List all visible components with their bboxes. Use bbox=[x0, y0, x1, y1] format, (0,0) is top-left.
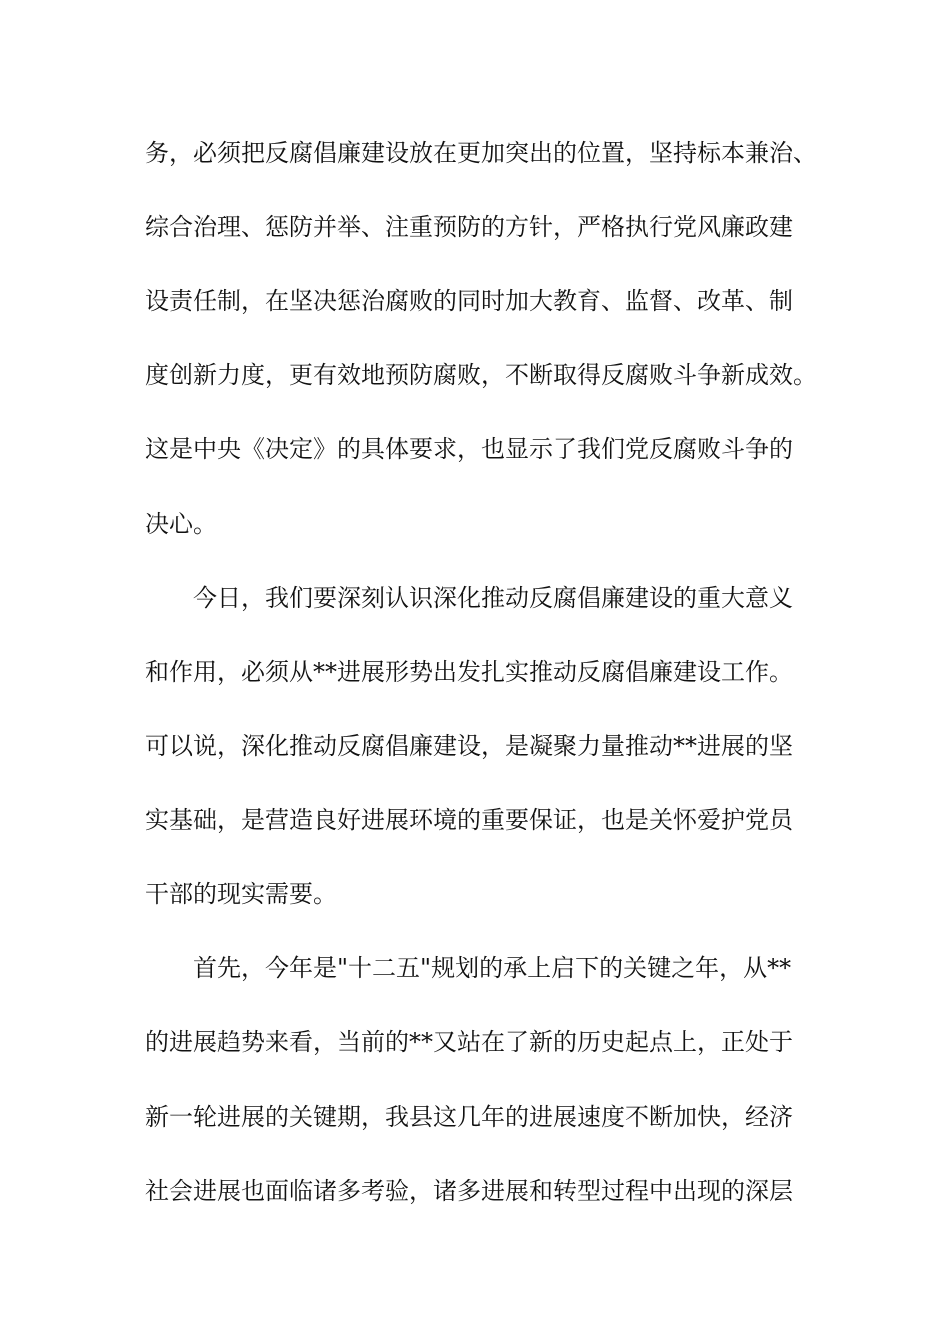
paragraph-start-line: 首先，今年是"十二五"规划的承上启下的关键之年，从** bbox=[193, 954, 792, 982]
text-line: 和作用，必须从**进展形势出发扎实推动反腐倡廉建设工作。 bbox=[145, 658, 793, 686]
text-line: 决心。 bbox=[145, 510, 217, 538]
text-line: 实基础，是营造良好进展环境的重要保证，也是关怀爱护党员 bbox=[145, 806, 793, 834]
text-line: 新一轮进展的关键期，我县这几年的进展速度不断加快，经济 bbox=[145, 1103, 793, 1131]
text-line: 度创新力度，更有效地预防腐败，不断取得反腐败斗争新成效。 bbox=[145, 361, 817, 389]
paragraph-start-line: 今日，我们要深刻认识深化推动反腐倡廉建设的重大意义 bbox=[193, 584, 793, 612]
text-line: 干部的现实需要。 bbox=[145, 880, 337, 908]
text-line: 可以说，深化推动反腐倡廉建设，是凝聚力量推动**进展的坚 bbox=[145, 732, 793, 760]
text-line: 综合治理、惩防并举、注重预防的方针，严格执行党风廉政建 bbox=[145, 213, 793, 241]
text-line: 的进展趋势来看，当前的**又站在了新的历史起点上，正处于 bbox=[145, 1028, 793, 1056]
text-line: 设责任制，在坚决惩治腐败的同时加大教育、监督、改革、制 bbox=[145, 287, 793, 315]
text-line: 社会进展也面临诸多考验，诸多进展和转型过程中出现的深层 bbox=[145, 1177, 793, 1205]
text-line: 这是中央《决定》的具体要求，也显示了我们党反腐败斗争的 bbox=[145, 435, 793, 463]
text-line: 务，必须把反腐倡廉建设放在更加突出的位置，坚持标本兼治、 bbox=[145, 139, 817, 167]
